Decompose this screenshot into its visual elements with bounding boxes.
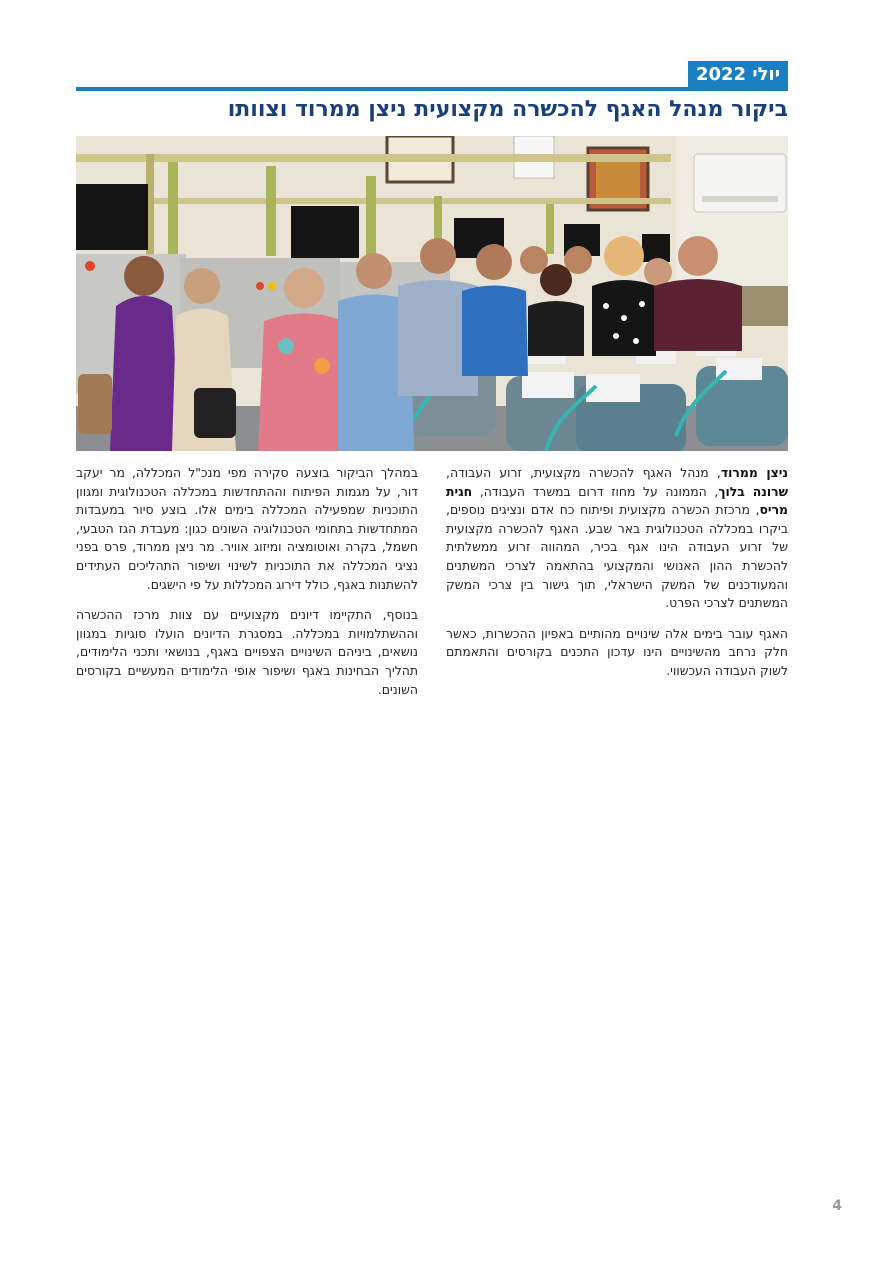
article-paragraph-2: האגף עובר בימים אלה שינויים מהותיים באפיון ההכשרות, כאשר חלק נרחב מהשינויים הינו עדכון התכנים בקורסים והתאמתם לשוק העבודה העכשווי. [446, 625, 788, 678]
article-paragraph-4: בנוסף, התקיימו דיונים מקצועיים עם צוות מרכז ההכשרה וההשתלמויות במכללה. במסגרת הדיונים הועלו סוגיות במגוון נושאים, ביניהם השינויים הצפויים באגף, בנושאי ותכני הלימודים, תהליך הבחינות באגף ושיפור אופי הלימודים המעשיים בקורסים השונים. [76, 607, 418, 697]
article-column-left [76, 464, 418, 711]
date-badge: יולי 2022 [688, 61, 788, 89]
header-rule [76, 87, 788, 91]
person-name: שרונה בלוך [718, 483, 788, 499]
person-name: חגית מריס [446, 483, 788, 518]
article-paragraph-1 [446, 464, 788, 613]
paragraph-text: , מרכזת הכשרה מקצועית ופיתוח כח אדם ונציגים נוספים, ביקרו במכללה הטכנולוגית באר שבע. האגף להכשרה מקצועית של זרוע העבודה הינו אגף בכיר, המהווה זרוע ממשלתית להכשרת ההון האנושי והמקצועי בהתאמה לצרכי המשתנים והמעודכנים של המשק הישראלי, תוך גישור בין צרכי המשק המשתנים לצרכי הפרט. [446, 502, 788, 611]
page-number: 4 [832, 1198, 842, 1214]
article-paragraph-3: במהלך הביקור בוצעה סקירה מפי מנכ"ל המכללה, מר יעקב דור, על מגמות הפיתוח וההתחדשות במכללה הטכנולוגית ומגוון התוכניות שמפעילה המכללה בימים אלו. בוצע סיור במעבדות המתחדשות בתחומי הטכנולוגיה השונים כגון: מעבדת הגז הטבעי, חשמל, בקרה ואוטומציה ומיזוג אוויר. מר ניצן ממרוד, פרס בפני נציגי המכללה את התוכניות לשינוי ושיפור התהליכים העתידים להשתנות באגף, כולל דירוג המכללות על פי הישגים. [76, 465, 418, 592]
group-photo [76, 136, 788, 451]
article-headline: ביקור מנהל האגף להכשרה מקצועית ניצן ממרוד וצוותו [227, 97, 788, 122]
paragraph-text: , מנהל האגף להכשרה מקצועית, זרוע העבודה, [446, 465, 721, 480]
person-name: ניצן ממרוד [720, 465, 788, 480]
article-column-right [446, 464, 788, 693]
paragraph-text: , הממונה על מחוז דרום במשרד העבודה, [472, 483, 719, 499]
